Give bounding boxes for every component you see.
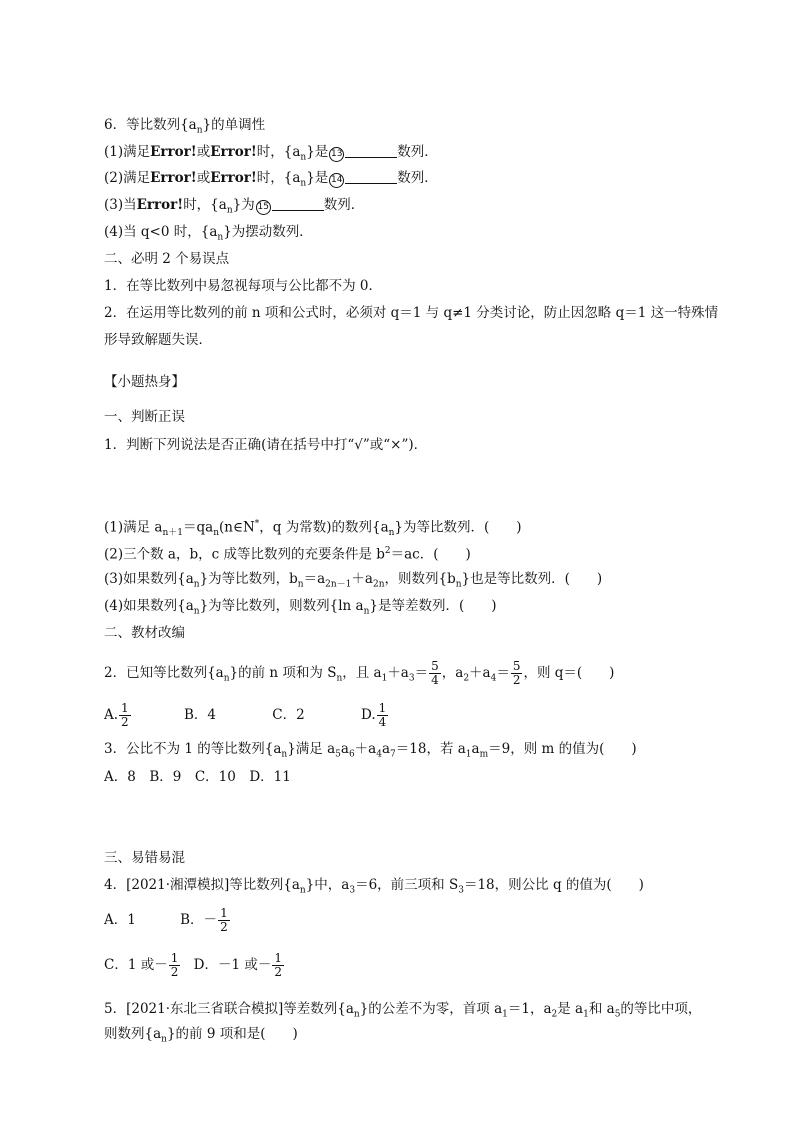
judge-item-2: (2)三个数 a，b，c 成等比数列的充要条件是 $b^2=ac$．( ) — [104, 546, 471, 563]
answer-blank-13[interactable] — [345, 144, 397, 158]
answer-blank-14[interactable] — [345, 170, 397, 184]
pitfalls-heading: 二、必明 2 个易误点 — [104, 251, 230, 267]
option-d[interactable]: D．－1 或－ $\frac{1}{2}$ — [193, 951, 283, 979]
judge-heading: 一、判断正误 — [104, 409, 185, 425]
section6-heading: 6．等比数列$\{a_n\}$的单调性 — [104, 117, 266, 136]
question-4: 4．[2021·湘潭模拟]等比数列$\{a_n\}$中，$a_3=6$，前三项和 $S_3=18$，则公比 q 的值为( ) — [104, 877, 644, 896]
circled-number-14: 14 — [329, 173, 344, 188]
question-4-options-row1 — [104, 905, 231, 935]
option-b[interactable]: B．4 — [183, 707, 216, 723]
judge-item-3: (3)如果数列$\{a_n\}$为等比数列，$b_n=a_{2n-1}+a_{2n}$，则数列$\{b_n\}$也是等比数列．( ) — [104, 571, 603, 590]
question-5-line1: 5．[2021·东北三省联合模拟]等差数列$\{a_n\}$的公差不为零，首项 $a_1=1$，$a_2$是 $a_1$和 $a_5$的等比中项， — [104, 1001, 702, 1020]
condition-2: (2)满足Error!或Error!时，$\{a_n\}$是 14 数列． — [104, 170, 438, 189]
question-2-options — [104, 700, 389, 730]
circled-number-13: 13 — [329, 147, 344, 162]
pitfall-2-line1: 2．在运用等比数列的前 n 项和公式时，必须对 q＝1 与 q≠1 分类讨论，防止因忽略 q＝1 这一特殊情 — [104, 305, 719, 321]
option-a[interactable]: A. $\frac{1}{2}$ — [104, 701, 129, 729]
judge-item-4: (4)如果数列$\{a_n\}$为等比数列，则数列{ln $a_n$}是等差数列．( ) — [104, 598, 497, 617]
question-4-options-row2 — [104, 950, 285, 980]
circled-number-15: 15 — [256, 200, 271, 215]
warmup-title: 【小题热身】 — [104, 374, 185, 390]
pitfall-1: 1．在等比数列中易忽视每项与公比都不为 0． — [104, 278, 382, 294]
option-c[interactable]: C．2 — [272, 707, 305, 723]
question-3-options: A．8 B．9 C．10 D．11 — [104, 769, 291, 785]
fraction: $\frac{5}{2}$ — [512, 659, 521, 687]
answer-blank-15[interactable] — [272, 197, 324, 211]
option-a[interactable]: A．1 — [104, 912, 136, 928]
pitfall-2-line2: 形导致解题失误． — [104, 332, 212, 348]
errorprone-heading: 三、易错易混 — [104, 850, 185, 866]
option-c[interactable]: C．1 或－ $\frac{1}{2}$ — [104, 951, 179, 979]
condition-4: (4)当 q<0 时，$\{a_n\}$为摆动数列． — [104, 224, 313, 243]
question-3: 3．公比不为 1 的等比数列$\{a_n\}$满足 $a_5a_6+a_4a_7=18$，若 $a_1a_m=9$，则 m 的值为( ) — [104, 741, 637, 760]
option-d[interactable]: D. $\frac{1}{4}$ — [361, 701, 387, 729]
condition-1: (1)满足Error!或Error!时，$\{a_n\}$是 13 数列． — [104, 144, 438, 163]
textbook-heading: 二、教材改编 — [104, 625, 185, 641]
question-1: 1．判断下列说法是否正确(请在括号中打“√”或“×”)． — [104, 437, 428, 453]
option-b[interactable]: B．－ $\frac{1}{2}$ — [180, 906, 228, 934]
question-2: 2．已知等比数列$\{a_n\}$的前 n 项和为 $S_n$，且 $a_1+a_3=$ $\frac{5}{4}$ ，$a_2+a_4=$ $\frac{5}{2}$ ，则 q＝( ) — [104, 659, 615, 687]
condition-3: (3)当Error!时，$\{a_n\}$为 15 数列． — [104, 197, 365, 216]
fraction: $\frac{5}{4}$ — [431, 659, 439, 687]
question-5-line2: 则数列$\{a_n\}$的前 9 项和是( ) — [104, 1026, 298, 1045]
judge-item-1: (1)满足 $a_{n+1}=qa_n(n\in N^*$，q 为常数)的数列$\{a_n\}$为等比数列．( ) — [104, 519, 522, 539]
